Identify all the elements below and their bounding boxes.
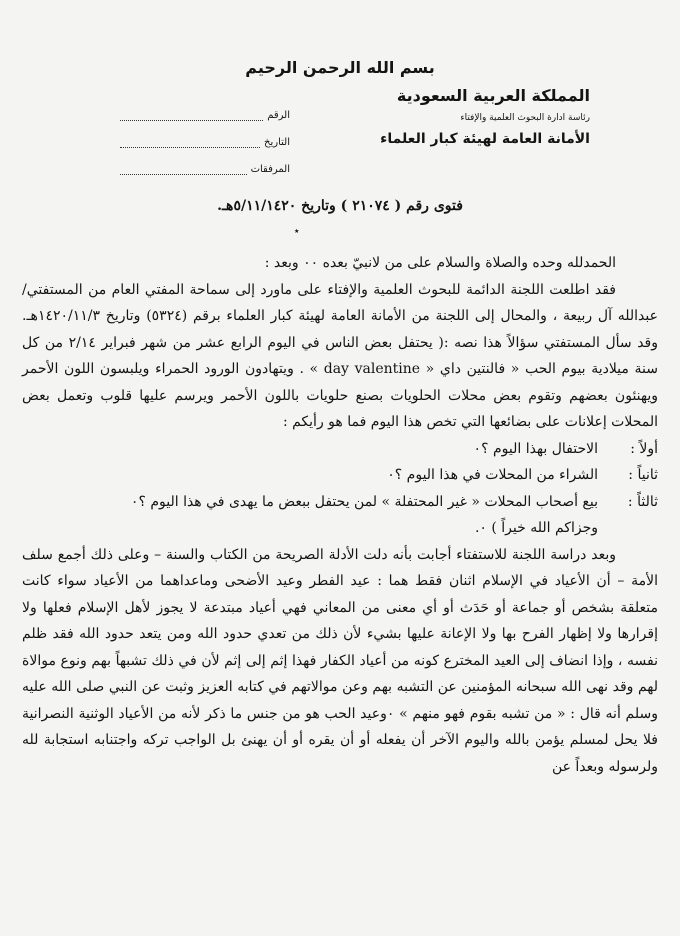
opening-line: الحمدلله وحده والصلاة والسلام على من لانبيّ بعده ٠٠ وبعد : [264, 255, 616, 271]
fatwa-title: فتوى رقم ( ٢١٠٧٤ ) وتاريخ ٥/١١/١٤٢٠هـ. [217, 198, 463, 214]
question-text: الشراء من المحلات في هذا اليوم ؟٠ [387, 467, 598, 483]
secretariat-name: الأمانة العامة لهيئة كبار العلماء [380, 131, 590, 147]
field-dotted-line [120, 137, 260, 148]
question-item [22, 462, 658, 489]
intro-paragraph: فقد اطلعت اللجنة الدائمة للبحوث العلمية والإفتاء على ماورد إلى سماحة المفتي العام من المستفتي/عبدالله آل ربيعة ، والمحال إلى اللجنة من الأمانة العامة لهيئة كبار العلماء برقم (٥٣٢٤) وتاريخ ١٤٢٠/١١/٣هـ. وقد سأل المستفتي سؤالاً هذا نصه :( يحتفل بعض الناس في اليوم الرابع عشر من شهر فبراير ٢/١٤ من كل سنة ميلادية بيوم الحب « فالنتين داي « day valentine » . ويتهادون الورود الحمراء ويلبسون اللون الأحمر ويهنئون بعضهم وتقوم بعض محلات الحلويات بصنع حلويات باللون الأحمر ويرسم عليها قلوب وتعمل بعض المحلات إعلانات على بضائعها التي تخص هذا اليوم فما هو رأيكم : [22, 281, 659, 430]
question-number: ثانياً : [628, 467, 658, 483]
field-dotted-line [120, 110, 263, 121]
question-number: أولاً : [630, 440, 658, 457]
letterhead [330, 86, 590, 147]
basmala-heading: بسم الله الرحمن الرحيم [245, 58, 435, 77]
field-label: الرقم [267, 110, 290, 121]
field-label: التاريخ [264, 137, 290, 148]
fatwa-body [22, 250, 658, 780]
answer-paragraph: وبعد دراسة اللجنة للاستفتاء أجابت بأنه دلت الأدلة الصريحة من الكتاب والسنة – وعلى ذلك أجمع سلف الأمة – أن الأعياد في الإسلام اثنان فقط هما : عيد الفطر وعيد الأضحى وماعداهما من الأعياد سواء كانت متعلقة بشخص أو جماعة أو حَدَث أو أي معنى من المعاني فهي أعياد مبتدعة لا يجوز لأهل الإسلام فعلها ولا إقرارها ولا إظهار الفرح بها ولا الإعانة عليها بشيء لأن ذلك من تعدي حدود الله ومن يتعد حدود الله فقد ظلم نفسه ، وإذا انضاف إلى العيد المخترع كونه من أعياد الكفار فهذا إثم إلى إثم لأن في ذلك تشبهاً بهم ونوع موالاة لهم وقد نهى الله سبحانه المؤمنين عن التشبه بهم وعن موالاتهم في كتابه العزيز وثبت عن النبي صلى الله عليه وسلم أنه قال : « من تشبه بقوم فهو منهم » ٠وعيد الحب هو من جنس ما ذكر لأنه من الأعياد الوثنية النصرانية فلا يحل لمسلم يؤمن بالله واليوم الآخر أن يفعله أو أن يقره أو أن يهنئ بل الواجب تركه واجتنابه استجابة لله ولرسوله وبعداً عن [22, 546, 658, 775]
question-item [22, 436, 658, 463]
field-dotted-line [120, 164, 247, 175]
reference-number-field [120, 94, 290, 121]
question-text: الاحتفال بهذا اليوم ؟٠ [473, 440, 598, 457]
document-meta-fields [120, 94, 290, 175]
question-number: ثالثاً : [627, 493, 658, 510]
ornament-mark: ٭ [294, 226, 300, 237]
date-field [120, 121, 290, 148]
attachments-field [120, 148, 290, 175]
field-label: المرفقات [250, 164, 290, 175]
kingdom-name: المملكة العربية السعودية [396, 86, 590, 105]
question-text: بيع أصحاب المحلات « غير المحتفلة » لمن يحتفل ببعض ما يهدى في هذا اليوم ؟٠ [130, 493, 598, 510]
presidency-name: رئاسة ادارة البحوث العلمية والإفتاء [460, 113, 590, 123]
closing-thanks: وجزاكم الله خيراً ) ٠. [474, 520, 598, 536]
question-item [22, 489, 658, 516]
